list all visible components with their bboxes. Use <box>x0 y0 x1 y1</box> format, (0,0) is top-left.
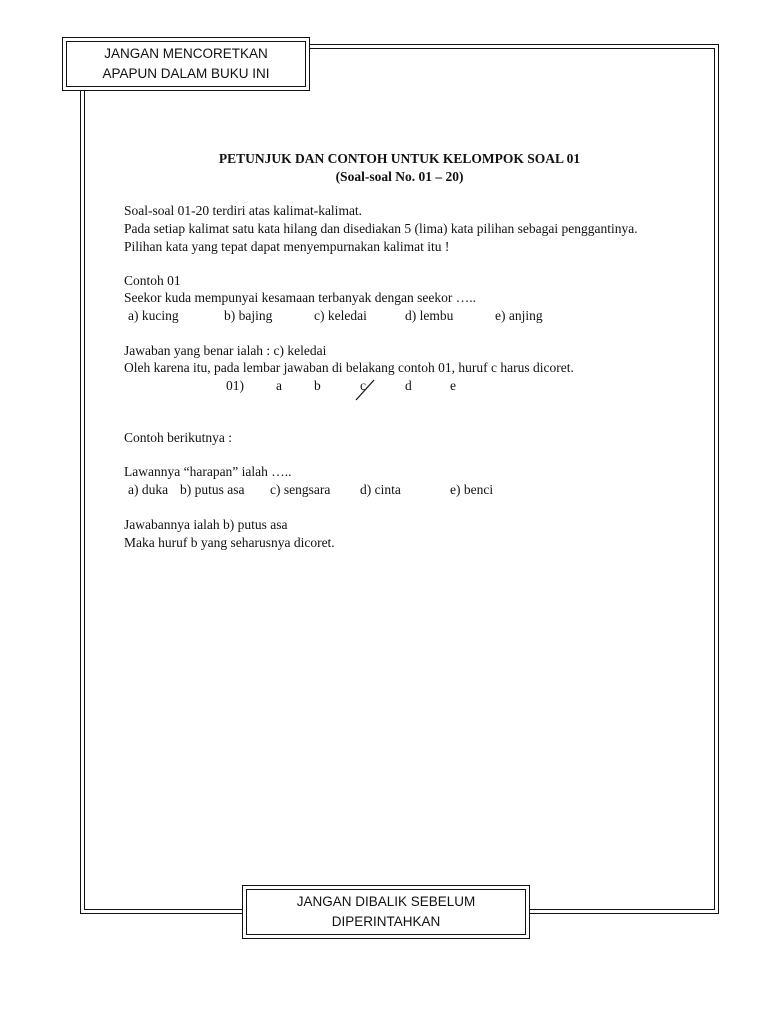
example1-option-d: d) lembu <box>405 308 454 323</box>
top-notice-line1: JANGAN MENCORETKAN <box>104 46 268 61</box>
example1-option-e: e) anjing <box>495 308 543 323</box>
intro-line-3: Pilihan kata yang tepat dapat menyempurnakan kalimat itu ! <box>124 239 450 254</box>
answer-letter-c: c <box>360 378 366 393</box>
section-title: PETUNJUK DAN CONTOH UNTUK KELOMPOK SOAL 01 <box>218 151 581 166</box>
example1-question: Seekor kuda mempunyai kesamaan terbanyak dengan seekor ….. <box>124 290 477 305</box>
answer-row-number: 01) <box>226 378 244 393</box>
answer-letter-d: d <box>405 378 412 393</box>
example2-option-e: e) benci <box>450 482 494 497</box>
intro-line-1: Soal-soal 01-20 terdiri atas kalimat-kalimat. <box>124 203 363 218</box>
example1-answer: Jawaban yang benar ialah : c) keledai <box>124 343 327 358</box>
example2-explanation: Maka huruf b yang seharusnya dicoret. <box>124 535 335 550</box>
example1-option-a: a) kucing <box>128 308 179 323</box>
bottom-notice-line2: DIPERINTAHKAN <box>331 914 441 929</box>
example2-option-c: c) sengsara <box>270 482 331 497</box>
example1-option-b: b) bajing <box>224 308 273 323</box>
top-notice-box <box>62 37 310 91</box>
intro-line-2: Pada setiap kalimat satu kata hilang dan disediakan 5 (lima) kata pilihan sebagai penggantinya. <box>124 221 638 236</box>
answer-letter-b: b <box>314 378 321 393</box>
bottom-notice-line1: JANGAN DIBALIK SEBELUM <box>296 894 476 909</box>
example1-explanation: Oleh karena itu, pada lembar jawaban di belakang contoh 01, huruf c harus dicoret. <box>124 360 574 375</box>
strike-mark-icon <box>354 378 378 402</box>
example2-answer: Jawabannya ialah b) putus asa <box>124 517 288 532</box>
example2-option-a: a) duka <box>128 482 169 497</box>
answer-letter-e: e <box>450 378 456 393</box>
section-subtitle: (Soal-soal No. 01 – 20) <box>335 169 464 184</box>
bottom-notice-box <box>242 885 530 939</box>
example2-label: Contoh berikutnya : <box>124 430 232 445</box>
answer-letter-a: a <box>276 378 282 393</box>
example1-label: Contoh 01 <box>124 273 181 288</box>
example2-option-d: d) cinta <box>360 482 401 497</box>
example2-option-b: b) putus asa <box>180 482 245 497</box>
example2-question: Lawannya “harapan” ialah ….. <box>124 464 292 479</box>
top-notice-line2: APAPUN DALAM BUKU INI <box>102 66 270 81</box>
example1-option-c: c) keledai <box>314 308 367 323</box>
